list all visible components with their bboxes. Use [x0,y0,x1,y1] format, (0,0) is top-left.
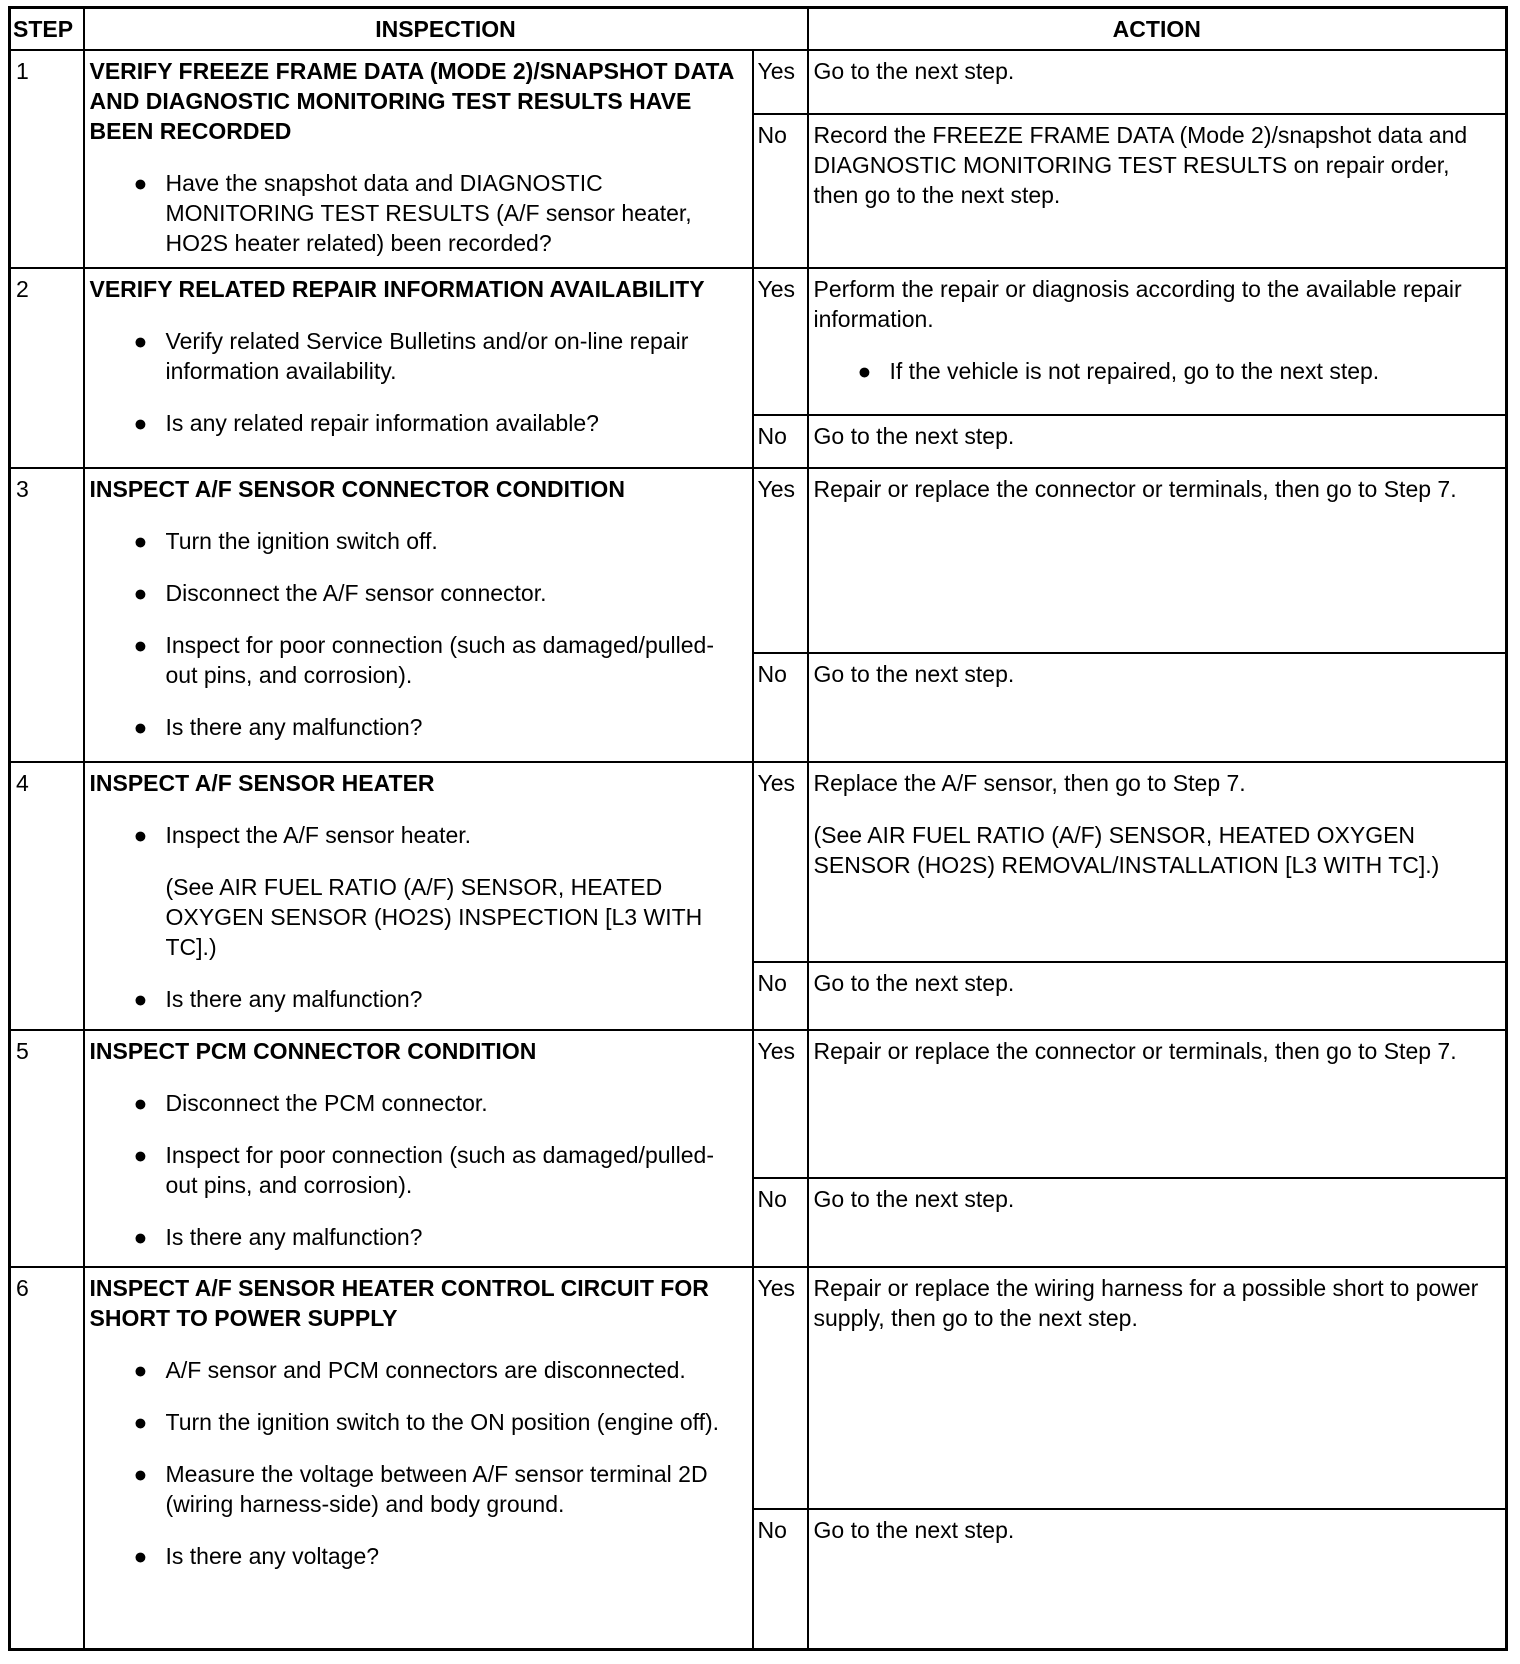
bullet-icon: ● [133,1224,148,1250]
bullet-text: Is there any malfunction? [165,714,423,740]
bullet-icon: ● [133,328,148,354]
step-row-yes [10,762,1507,962]
bullet-icon: ● [133,1543,148,1569]
bullet-text: Is any related repair information available? [165,410,599,436]
bullet-text: Is there any malfunction? [165,1224,423,1250]
step-row-yes [10,468,1507,653]
bullet-item [90,1088,746,1118]
bullet-text: Turn the ignition switch off. [165,528,438,554]
bullet-text: Have the snapshot data and DIAGNOSTIC MONITORING TEST RESULTS (A/F sensor heater, HO2S heater related) been recorded? [165,170,692,256]
step-row-yes [10,1030,1507,1178]
action-text: Repair or replace the connector or terminals, then go to Step 7. [813,1038,1457,1064]
action-text: Go to the next step. [813,423,1015,449]
step-title: INSPECT A/F SENSOR HEATER [89,770,435,796]
no-action [808,415,1507,468]
bullet-item [90,630,746,690]
header-step: STEP [10,8,84,51]
no-action [808,653,1507,762]
step-title: INSPECT A/F SENSOR CONNECTOR CONDITION [89,476,625,502]
bullet-icon: ● [133,528,148,554]
bullet-icon: ● [133,1461,148,1487]
bullet-icon: ● [133,822,148,848]
step-number: 3 [10,468,84,762]
bullet-item [90,1222,746,1252]
action-reference: (See AIR FUEL RATIO (A/F) SENSOR, HEATED OXYGEN SENSOR (HO2S) REMOVAL/INSTALLATION [L3 WITH TC].) [813,822,1440,878]
bullet-text: Inspect the A/F sensor heater. [165,822,472,848]
yes-action [808,268,1507,415]
no-label: No [753,415,808,468]
yes-label: Yes [753,50,808,114]
bullet-item [814,356,1499,386]
step-number: 1 [10,50,84,268]
step-title: VERIFY RELATED REPAIR INFORMATION AVAILABILITY [89,276,705,302]
bullet-item [90,578,746,608]
yes-label: Yes [753,762,808,962]
no-action [808,962,1507,1030]
bullet-text: Disconnect the A/F sensor connector. [165,580,547,606]
step-row-yes [10,50,1507,114]
bullet-text: A/F sensor and PCM connectors are disconnected. [165,1357,686,1383]
step-title: INSPECT PCM CONNECTOR CONDITION [89,1038,537,1064]
step-number: 4 [10,762,84,1030]
yes-action [808,1030,1507,1178]
no-label: No [753,653,808,762]
bullet-text: Inspect for poor connection (such as damaged/pulled-out pins, and corrosion). [165,1142,714,1198]
inspection-cell [84,1267,753,1649]
bullet-item [90,1407,746,1437]
bullet-icon: ● [133,1357,148,1383]
yes-action [808,468,1507,653]
step-row-yes [10,268,1507,415]
inspection-cell [84,268,753,468]
diagnostic-procedure-table [8,6,1508,1651]
action-text: Record the FREEZE FRAME DATA (Mode 2)/snapshot data and DIAGNOSTIC MONITORING TEST RESULTS on repair order, then go to the next step. [813,122,1468,208]
reference-note: (See AIR FUEL RATIO (A/F) SENSOR, HEATED OXYGEN SENSOR (HO2S) INSPECTION [L3 WITH TC].) [165,874,703,960]
no-action [808,1178,1507,1267]
action-text: Go to the next step. [813,661,1015,687]
bullet-icon: ● [857,358,872,384]
no-action [808,1509,1507,1649]
bullet-text: Turn the ignition switch to the ON position (engine off). [165,1409,720,1435]
bullet-icon: ● [133,1142,148,1168]
step-title: INSPECT A/F SENSOR HEATER CONTROL CIRCUIT FOR SHORT TO POWER SUPPLY [89,1275,709,1331]
bullet-icon: ● [133,632,148,658]
bullet-item [90,168,746,258]
bullet-item [90,326,746,386]
action-text: Go to the next step. [813,58,1015,84]
action-text: Go to the next step. [813,970,1015,996]
bullet-item [90,984,746,1014]
header-row [10,8,1507,51]
bullet-text: Disconnect the PCM connector. [165,1090,488,1116]
action-text: Perform the repair or diagnosis according to the available repair information. [813,276,1462,332]
action-text: Repair or replace the connector or terminals, then go to Step 7. [813,476,1457,502]
bullet-icon: ● [133,986,148,1012]
inspection-cell [84,1030,753,1267]
no-label: No [753,1178,808,1267]
yes-label: Yes [753,468,808,653]
bullet-icon: ● [133,714,148,740]
bullet-text: Is there any voltage? [165,1543,380,1569]
yes-label: Yes [753,1267,808,1509]
yes-label: Yes [753,1030,808,1178]
action-text: Repair or replace the wiring harness for a possible short to power supply, then go to the next step. [813,1275,1479,1331]
step-number: 5 [10,1030,84,1267]
bullet-icon: ● [133,1090,148,1116]
step-title: VERIFY FREEZE FRAME DATA (MODE 2)/SNAPSHOT DATA AND DIAGNOSTIC MONITORING TEST RESULTS HAVE BEEN RECORDED [89,58,734,144]
bullet-item [90,712,746,742]
bullet-item [90,1541,746,1571]
no-label: No [753,962,808,1030]
bullet-text: Is there any malfunction? [165,986,423,1012]
bullet-text: Measure the voltage between A/F sensor terminal 2D (wiring harness-side) and body ground. [165,1461,708,1517]
bullet-item [90,1140,746,1200]
bullet-icon: ● [133,580,148,606]
yes-label: Yes [753,268,808,415]
bullet-text: Verify related Service Bulletins and/or on-line repair information availability. [165,328,689,384]
bullet-icon: ● [133,170,148,196]
step-row-yes [10,1267,1507,1509]
bullet-text: Inspect for poor connection (such as damaged/pulled-out pins, and corrosion). [165,632,714,688]
action-text: Replace the A/F sensor, then go to Step 7. [813,770,1246,796]
inspection-cell [84,468,753,762]
no-label: No [753,1509,808,1649]
bullet-item [90,1355,746,1385]
yes-action [808,50,1507,114]
bullet-item [90,408,746,438]
yes-action [808,1267,1507,1509]
bullet-item [90,1459,746,1519]
action-text: Go to the next step. [813,1186,1015,1212]
action-text: Go to the next step. [813,1517,1015,1543]
bullet-icon: ● [133,410,148,436]
bullet-icon: ● [133,1409,148,1435]
step-number: 2 [10,268,84,468]
yes-action [808,762,1507,962]
bullet-text: If the vehicle is not repaired, go to the next step. [889,358,1380,384]
header-action: ACTION [808,8,1507,51]
bullet-item [90,820,746,850]
inspection-cell [84,50,753,268]
bullet-item [90,526,746,556]
no-action [808,114,1507,268]
no-label: No [753,114,808,268]
inspection-cell [84,762,753,1030]
step-number: 6 [10,1267,84,1649]
header-inspection: INSPECTION [84,8,808,51]
